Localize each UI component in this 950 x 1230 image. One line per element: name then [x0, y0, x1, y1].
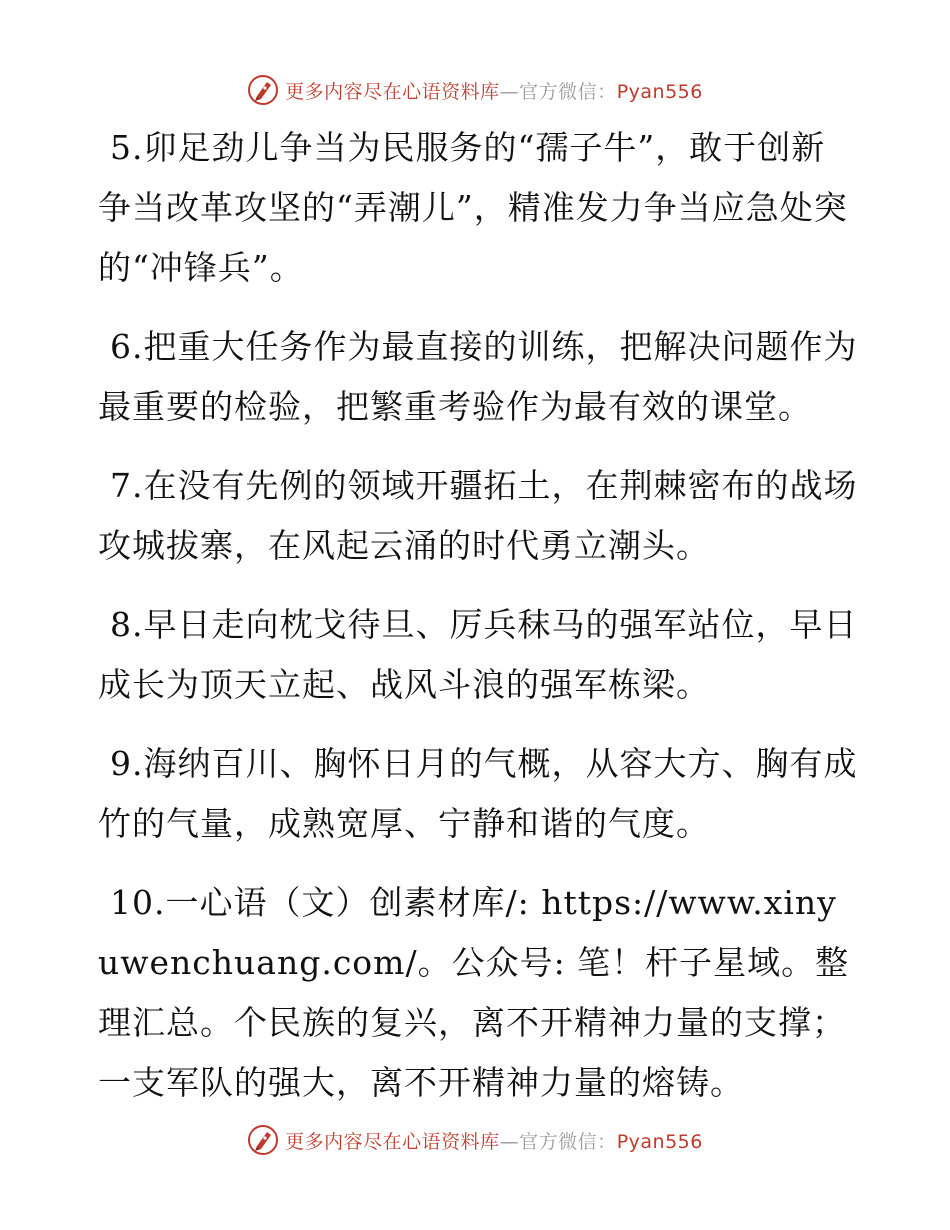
header-banner [0, 70, 950, 110]
pen-nib-logo-icon [247, 1124, 279, 1156]
paragraph-item-6: 6.把重大任务作为最直接的训练，把解决问题作为最重要的检验，把繁重考验作为最有效的课堂。 [98, 327, 858, 426]
footer-banner [0, 1120, 950, 1160]
pen-nib-logo-icon [247, 74, 279, 106]
document-body [98, 118, 858, 1132]
banner-text: 更多内容尽在心语资料库—官方微信：Pyan556 [285, 80, 703, 103]
paragraph-item-10: 10.一心语（文）创素材库/: https://www.xinyuwenchuang.com/。公众号: 笔！杆子星域。整理汇总。个民族的复兴，离不开精神力量的支撑；一支军队的强大，离不开精神力量的熔铸。 [98, 883, 850, 1102]
paragraph-item-8: 8.早日走向枕戈待旦、厉兵秣马的强军站位，早日成长为顶天立起、战风斗浪的强军栋梁。 [98, 605, 858, 704]
paragraph-item-7: 7.在没有先例的领域开疆拓土，在荆棘密布的战场攻城拔寨，在风起云涌的时代勇立潮头。 [98, 466, 858, 565]
paragraph-item-9: 9.海纳百川、胸怀日月的气概，从容大方、胸有成竹的气量，成熟宽厚、宁静和谐的气度。 [98, 744, 858, 843]
paragraph-item-5: 5.卯足劲儿争当为民服务的“孺子牛”，敢于创新争当改革攻坚的“弄潮儿”，精准发力争当应急处突的“冲锋兵”。 [98, 128, 848, 287]
banner-text: 更多内容尽在心语资料库—官方微信：Pyan556 [285, 1130, 703, 1153]
